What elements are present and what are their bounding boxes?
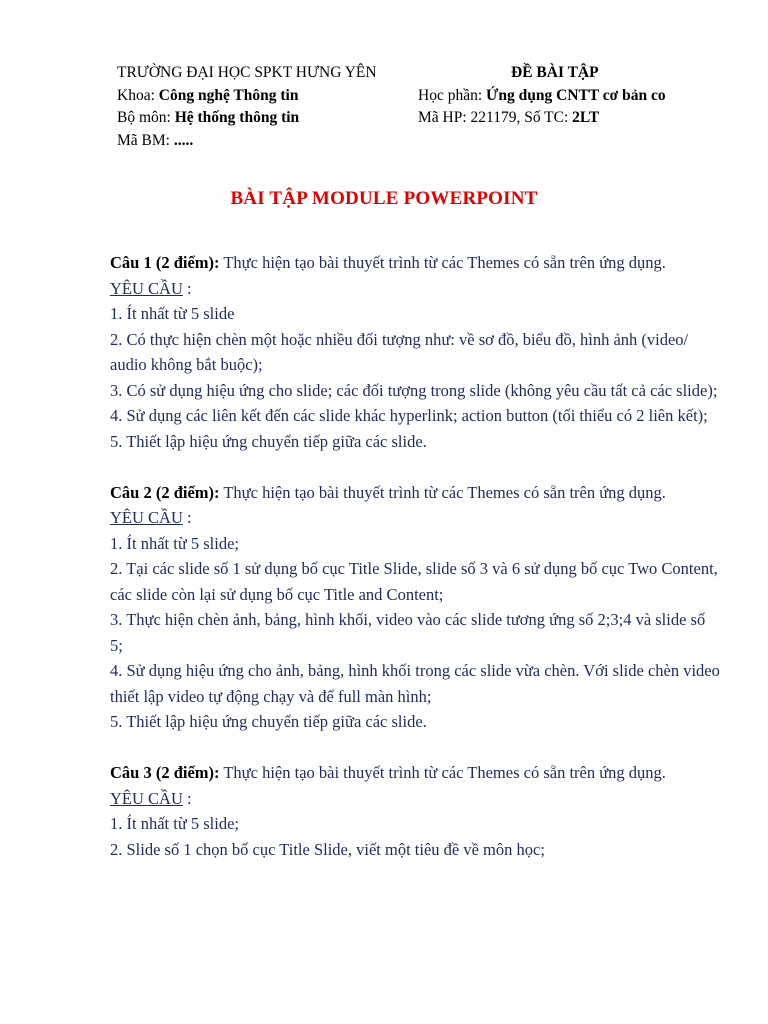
list-item: 4. Sử dụng hiệu ứng cho ảnh, bảng, hình khối trong các slide vừa chèn. Với slide chèn video thiết lập video tự động chạy và để full màn hình;	[110, 661, 720, 706]
mahp-value: 2LT	[572, 109, 600, 126]
mabm-line	[117, 130, 377, 153]
question-2	[110, 480, 720, 735]
requirement-heading: YÊU CẦU :	[110, 508, 192, 527]
question-heading	[110, 760, 720, 786]
list-item: 2. Tại các slide số 1 sử dụng bố cục Title Slide, slide số 3 và 6 sử dụng bố cục Two Content, các slide còn lại sử dụng bố cục Title and Content;	[110, 559, 718, 604]
list-item: 4. Sử dụng các liên kết đến các slide khác hyperlink; action button (tối thiểu có 2 liên kết);	[110, 406, 708, 425]
question-label: Câu 3 (2 điểm):	[110, 763, 220, 782]
list-item: 1. Ít nhất từ 5 slide;	[110, 533, 240, 553]
header-left	[117, 62, 377, 152]
list-item: 5. Thiết lập hiệu ứng chuyển tiếp giữa các slide.	[110, 431, 427, 451]
hocphan-label: Học phần:	[418, 86, 487, 104]
question-1	[110, 250, 720, 454]
header-right	[418, 62, 666, 130]
khoa-value: Công nghệ Thông tin	[158, 86, 299, 104]
bomon-label: Bộ môn:	[117, 109, 175, 126]
document-title: BÀI TẬP MODULE POWERPOINT	[230, 188, 538, 209]
mahp-label: Mã HP: 221179, Số TC:	[418, 109, 573, 126]
question-text: Thực hiện tạo bài thuyết trình từ các Themes có sẵn trên ứng dụng.	[219, 763, 666, 782]
list-item: 1. Ít nhất từ 5 slide;	[110, 814, 240, 833]
bomon-line	[117, 107, 377, 130]
list-item: 5. Thiết lập hiệu ứng chuyển tiếp giữa các slide.	[110, 712, 427, 731]
mahp-line	[418, 107, 666, 130]
question-text: Thực hiện tạo bài thuyết trình từ các Themes có sẵn trên ứng dụng.	[219, 482, 666, 502]
list-item: 2. Slide số 1 chọn bố cục Title Slide, viết một tiêu đề về môn học;	[110, 839, 545, 859]
question-text: Thực hiện tạo bài thuyết trình từ các Themes có sẵn trên ứng dụng.	[219, 253, 666, 272]
requirement-heading: YÊU CẦU :	[110, 278, 192, 298]
khoa-label: Khoa:	[117, 86, 159, 104]
question-3	[110, 760, 720, 862]
doc-type: ĐỀ BÀI TẬP	[511, 64, 599, 81]
list-item: 3. Thực hiện chèn ảnh, bảng, hình khối, video vào các slide tương ứng số 2;3;4 và slide số 5;	[110, 610, 706, 655]
requirement-heading: YÊU CẦU :	[110, 788, 192, 808]
school-name: TRƯỜNG ĐẠI HỌC SPKT HƯNG YÊN	[117, 64, 377, 81]
bomon-value: Hệ thống thông tin	[174, 109, 300, 126]
list-item: 1. Ít nhất từ 5 slide	[110, 304, 235, 323]
question-label: Câu 2 (2 điểm):	[110, 482, 220, 502]
requirement-label: YÊU CẦU	[110, 278, 183, 298]
khoa-line	[117, 85, 377, 108]
hocphan-value: Ứng dụng CNTT cơ bản co	[486, 86, 666, 104]
requirement-label: YÊU CẦU	[110, 788, 183, 808]
hocphan-line	[418, 85, 666, 108]
questions-container	[110, 250, 720, 888]
question-label: Câu 1 (2 điểm):	[110, 253, 220, 272]
question-heading	[110, 480, 720, 506]
mabm-label: Mã BM:	[117, 131, 174, 149]
list-item: 3. Có sử dụng hiệu ứng cho slide; các đối tượng trong slide (không yêu cầu tất cả các slide);	[110, 380, 718, 400]
list-item: 2. Có thực hiện chèn một hoặc nhiều đối tượng như: về sơ đồ, biểu đồ, hình ảnh (video/ audio không bắt buộc);	[110, 329, 689, 374]
requirement-label: YÊU CẦU	[110, 508, 183, 527]
mabm-value: .....	[173, 131, 194, 149]
question-heading	[110, 250, 720, 276]
